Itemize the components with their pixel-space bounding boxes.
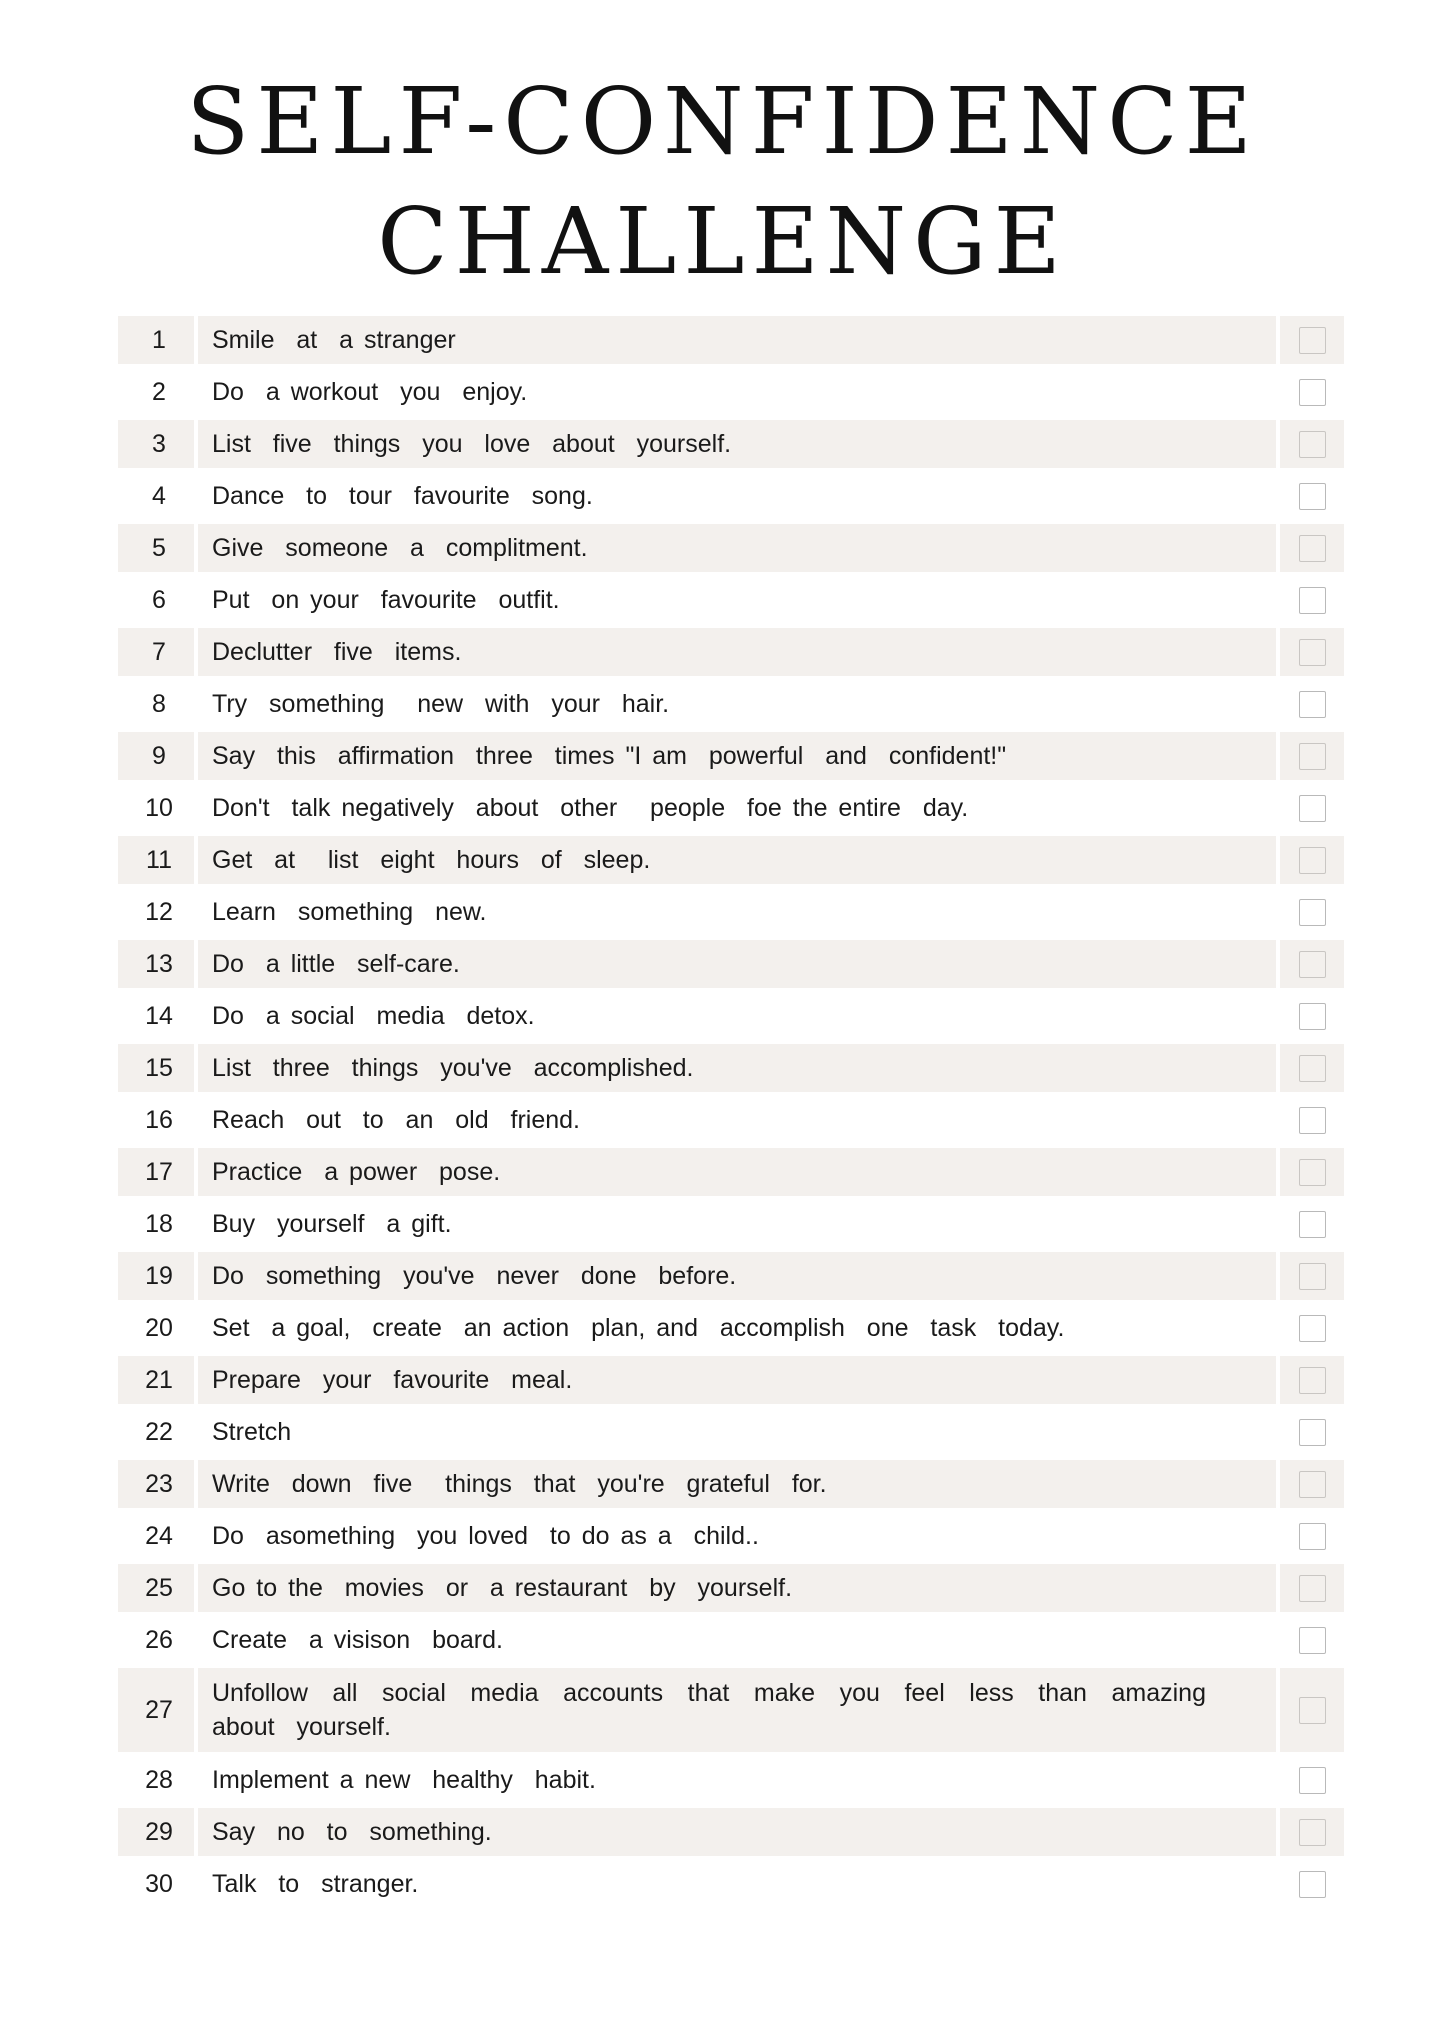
challenge-number: 6 — [152, 585, 166, 614]
challenge-number: 17 — [118, 1148, 194, 1196]
challenge-row — [118, 1146, 1344, 1198]
checkbox-cell — [1280, 1460, 1344, 1508]
challenge-row — [118, 1754, 1344, 1806]
checkbox-cell — [1280, 1094, 1344, 1146]
challenge-text: Give someone a complitment. — [198, 524, 1276, 572]
challenge-checkbox[interactable] — [1299, 1471, 1326, 1498]
challenge-text: Say no to something. — [198, 1808, 1276, 1856]
challenge-text: Buy yourself a gift. — [212, 1210, 452, 1238]
challenge-row — [118, 1094, 1344, 1146]
challenge-checkbox[interactable] — [1299, 1055, 1326, 1082]
challenge-row — [118, 1806, 1344, 1858]
checkbox-cell — [1280, 732, 1344, 780]
checkbox-cell — [1280, 1198, 1344, 1250]
challenge-number: 12 — [145, 897, 173, 926]
challenge-checkbox[interactable] — [1299, 1315, 1326, 1342]
checkbox-cell — [1280, 366, 1344, 418]
challenge-text: List five things you love about yourself. — [198, 420, 1276, 468]
checkbox-cell — [1280, 678, 1344, 730]
challenge-checkbox[interactable] — [1299, 379, 1326, 406]
challenge-checkbox[interactable] — [1299, 1419, 1326, 1446]
checkbox-cell — [1280, 1356, 1344, 1404]
challenge-text: Say this affirmation three times "I am powerful and confident!" — [198, 732, 1276, 780]
checkbox-cell — [1280, 782, 1344, 834]
title-line-2: CHALLENGE — [377, 188, 1068, 295]
challenge-row — [118, 522, 1344, 574]
challenge-row — [118, 834, 1344, 886]
challenge-row — [118, 1406, 1344, 1458]
challenge-row — [118, 626, 1344, 678]
challenge-list — [118, 314, 1344, 1910]
challenge-number: 22 — [145, 1417, 173, 1446]
challenge-number: 8 — [152, 689, 166, 718]
challenge-text: Reach out to an old friend. — [212, 1106, 580, 1134]
title-line-1: SELF-CONFIDENCE — [186, 68, 1259, 175]
challenge-checkbox[interactable] — [1299, 1523, 1326, 1550]
challenge-row — [118, 730, 1344, 782]
challenge-checkbox[interactable] — [1299, 1159, 1326, 1186]
checkbox-cell — [1280, 1858, 1344, 1910]
challenge-row — [118, 470, 1344, 522]
challenge-row — [118, 1614, 1344, 1666]
challenge-text: Put on your favourite outfit. — [212, 586, 560, 614]
challenge-number: 2 — [152, 377, 166, 406]
challenge-checkbox[interactable] — [1299, 1819, 1326, 1846]
challenge-number: 30 — [145, 1869, 173, 1898]
challenge-row — [118, 1354, 1344, 1406]
challenge-row — [118, 1198, 1344, 1250]
challenge-checkbox[interactable] — [1299, 795, 1326, 822]
challenge-number: 29 — [118, 1808, 194, 1856]
challenge-number: 27 — [118, 1668, 194, 1752]
challenge-checkbox[interactable] — [1299, 431, 1326, 458]
challenge-checkbox[interactable] — [1299, 1211, 1326, 1238]
checkbox-cell — [1280, 1044, 1344, 1092]
challenge-number: 26 — [145, 1625, 173, 1654]
challenge-text: Do a social media detox. — [212, 1002, 535, 1030]
challenge-number: 10 — [145, 793, 173, 822]
checkbox-cell — [1280, 1754, 1344, 1806]
challenge-row — [118, 678, 1344, 730]
checkbox-cell — [1280, 628, 1344, 676]
challenge-number: 14 — [145, 1001, 173, 1030]
challenge-text: Stretch — [212, 1418, 292, 1446]
challenge-checkbox[interactable] — [1299, 743, 1326, 770]
challenge-text: Don't talk negatively about other people foe the entire day. — [212, 794, 969, 822]
challenge-text: Do a workout you enjoy. — [212, 378, 528, 406]
challenge-row — [118, 366, 1344, 418]
challenge-number: 9 — [118, 732, 194, 780]
challenge-text: Go to the movies or a restaurant by yourself. — [198, 1564, 1276, 1612]
challenge-number: 13 — [118, 940, 194, 988]
checkbox-cell — [1280, 1148, 1344, 1196]
checkbox-cell — [1280, 1302, 1344, 1354]
challenge-row — [118, 938, 1344, 990]
challenge-checkbox[interactable] — [1299, 1871, 1326, 1898]
challenge-checkbox[interactable] — [1299, 1767, 1326, 1794]
challenge-row — [118, 1510, 1344, 1562]
challenge-number: 28 — [145, 1765, 173, 1794]
challenge-checkbox[interactable] — [1299, 691, 1326, 718]
challenge-text: Practice a power pose. — [198, 1148, 1276, 1196]
challenge-text: Do asomething you loved to do as a child.. — [212, 1522, 759, 1550]
challenge-checkbox[interactable] — [1299, 535, 1326, 562]
challenge-number: 5 — [118, 524, 194, 572]
challenge-checkbox[interactable] — [1299, 639, 1326, 666]
challenge-number: 18 — [145, 1209, 173, 1238]
challenge-row — [118, 1042, 1344, 1094]
challenge-text: Smile at a stranger — [198, 316, 1276, 364]
challenge-number: 21 — [118, 1356, 194, 1404]
checkbox-cell — [1280, 1668, 1344, 1752]
challenge-number: 4 — [152, 481, 166, 510]
challenge-checkbox[interactable] — [1299, 587, 1326, 614]
challenge-row — [118, 314, 1344, 366]
challenge-text: Get at list eight hours of sleep. — [198, 836, 1276, 884]
challenge-checkbox[interactable] — [1299, 847, 1326, 874]
challenge-text: Write down five things that you're grateful for. — [198, 1460, 1276, 1508]
challenge-text: Do a little self-care. — [198, 940, 1276, 988]
challenge-text: Learn something new. — [212, 898, 487, 926]
challenge-row — [118, 990, 1344, 1042]
checkbox-cell — [1280, 886, 1344, 938]
challenge-row — [118, 1250, 1344, 1302]
challenge-checkbox[interactable] — [1299, 1263, 1326, 1290]
challenge-checkbox[interactable] — [1299, 1367, 1326, 1394]
challenge-row — [118, 886, 1344, 938]
challenge-text: Try something new with your hair. — [212, 690, 670, 718]
checkbox-cell — [1280, 1252, 1344, 1300]
checkbox-cell — [1280, 1614, 1344, 1666]
challenge-checkbox[interactable] — [1299, 483, 1326, 510]
challenge-number: 19 — [118, 1252, 194, 1300]
challenge-row — [118, 1666, 1344, 1754]
challenge-number: 7 — [118, 628, 194, 676]
challenge-number: 1 — [118, 316, 194, 364]
page-title — [0, 62, 1445, 302]
challenge-row — [118, 782, 1344, 834]
checkbox-cell — [1280, 574, 1344, 626]
challenge-number: 23 — [118, 1460, 194, 1508]
checkbox-cell — [1280, 420, 1344, 468]
challenge-text: Create a visison board. — [212, 1626, 503, 1654]
challenge-checkbox[interactable] — [1299, 899, 1326, 926]
challenge-text: Declutter five items. — [198, 628, 1276, 676]
checkbox-cell — [1280, 470, 1344, 522]
challenge-row — [118, 574, 1344, 626]
challenge-number: 25 — [118, 1564, 194, 1612]
checkbox-cell — [1280, 1510, 1344, 1562]
challenge-row — [118, 1858, 1344, 1910]
challenge-row — [118, 1302, 1344, 1354]
challenge-number: 24 — [145, 1521, 173, 1550]
challenge-checkbox[interactable] — [1299, 327, 1326, 354]
challenge-text: Unfollow all social media accounts that make you feel less than amazing about yourself. — [198, 1668, 1276, 1752]
challenge-row — [118, 418, 1344, 470]
challenge-text: Set a goal, create an action plan, and accomplish one task today. — [212, 1314, 1065, 1342]
challenge-checkbox[interactable] — [1299, 951, 1326, 978]
challenge-text: List three things you've accomplished. — [198, 1044, 1276, 1092]
challenge-checkbox[interactable] — [1299, 1003, 1326, 1030]
challenge-number: 16 — [145, 1105, 173, 1134]
challenge-text: Do something you've never done before. — [198, 1252, 1276, 1300]
checkbox-cell — [1280, 836, 1344, 884]
challenge-number: 11 — [118, 836, 194, 884]
checkbox-cell — [1280, 1808, 1344, 1856]
challenge-checkbox[interactable] — [1299, 1107, 1326, 1134]
challenge-checkbox[interactable] — [1299, 1627, 1326, 1654]
checkbox-cell — [1280, 1406, 1344, 1458]
challenge-checkbox[interactable] — [1299, 1697, 1326, 1724]
checkbox-cell — [1280, 524, 1344, 572]
checkbox-cell — [1280, 940, 1344, 988]
checkbox-cell — [1280, 990, 1344, 1042]
challenge-text: Prepare your favourite meal. — [198, 1356, 1276, 1404]
challenge-row — [118, 1458, 1344, 1510]
challenge-number: 3 — [118, 420, 194, 468]
challenge-text: Dance to tour favourite song. — [212, 482, 593, 510]
checkbox-cell — [1280, 316, 1344, 364]
challenge-number: 15 — [118, 1044, 194, 1092]
challenge-checkbox[interactable] — [1299, 1575, 1326, 1602]
challenge-text: Implement a new healthy habit. — [212, 1766, 596, 1794]
challenge-row — [118, 1562, 1344, 1614]
checkbox-cell — [1280, 1564, 1344, 1612]
challenge-text: Talk to stranger. — [212, 1870, 419, 1898]
challenge-number: 20 — [145, 1313, 173, 1342]
